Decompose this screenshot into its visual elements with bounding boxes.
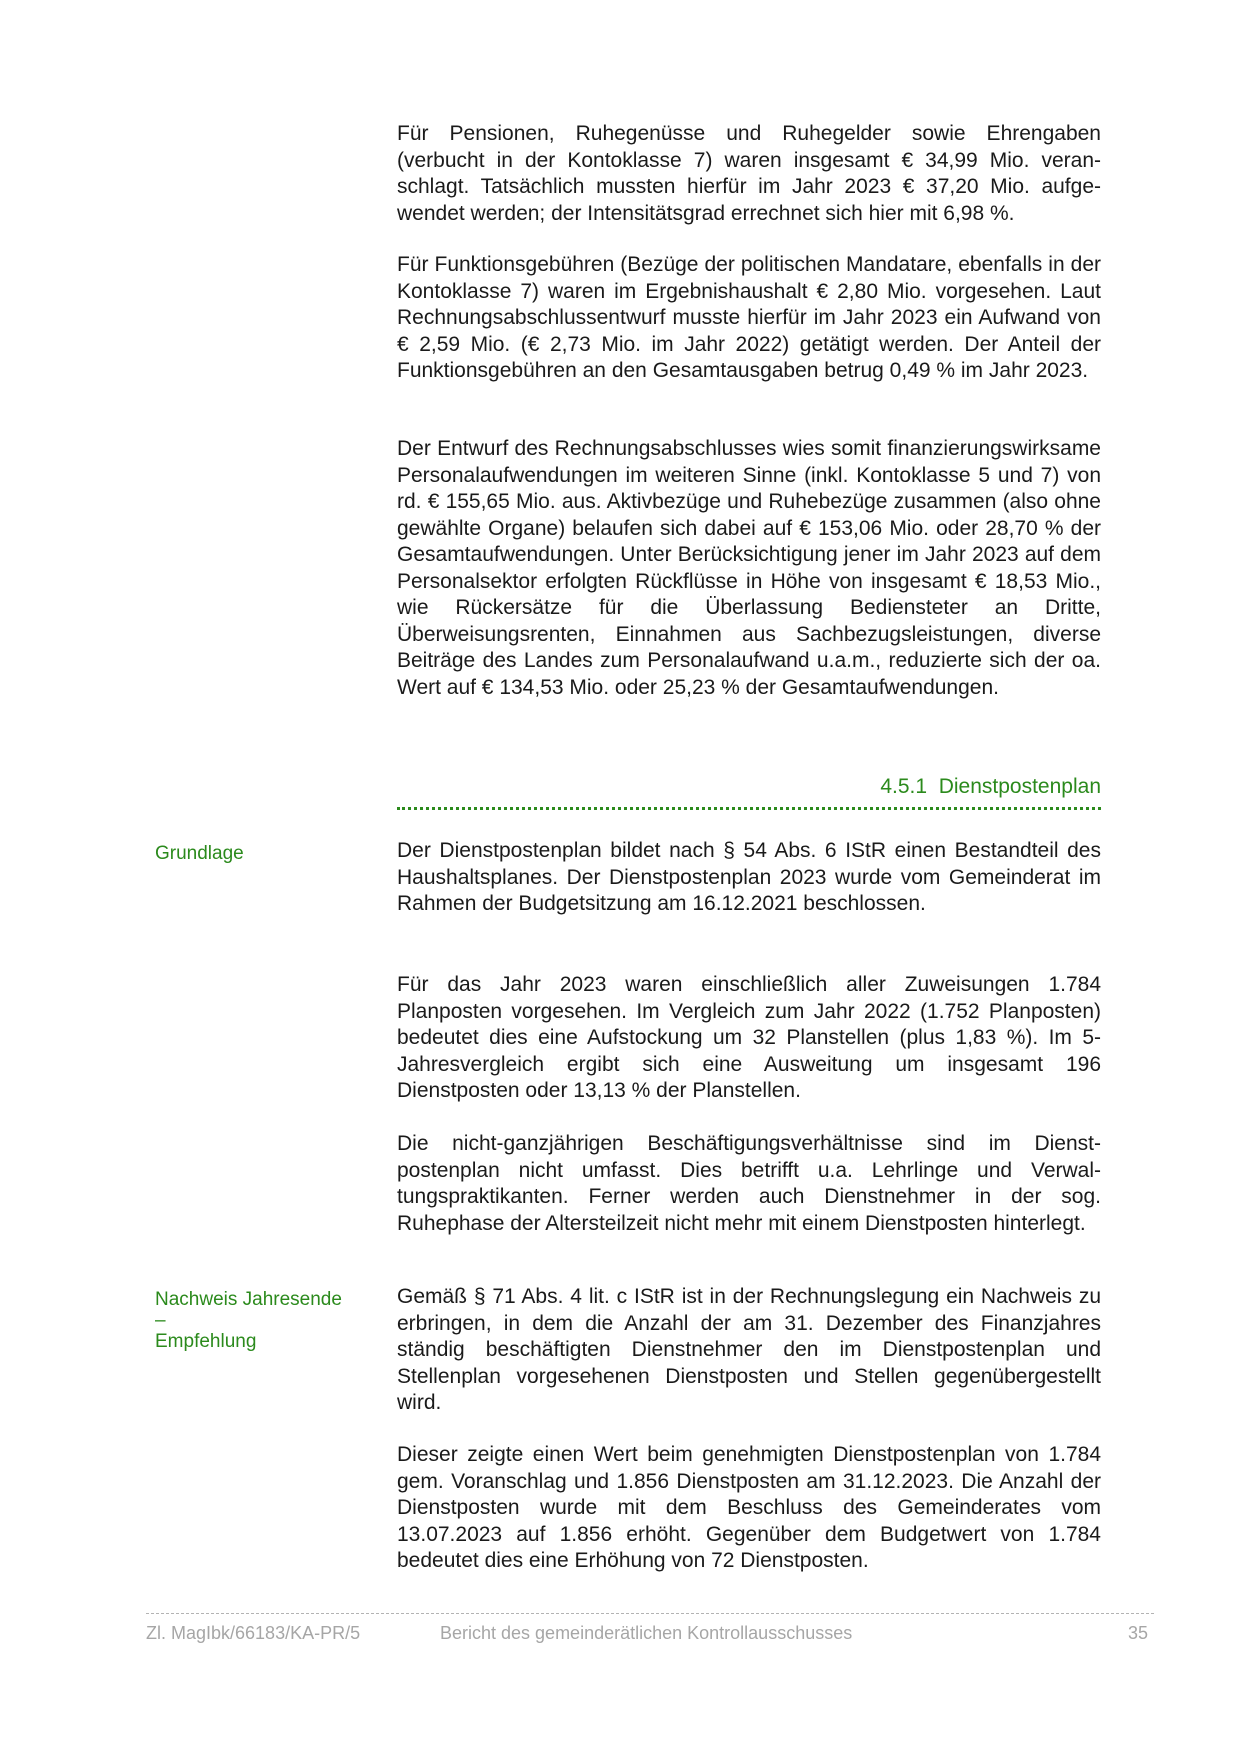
margin-note-nachweis-line2: – (155, 1310, 166, 1331)
section-title: Dienstpostenplan (938, 775, 1101, 798)
section-heading (397, 774, 1101, 800)
paragraph-nicht-ganzjaehrig: Die nicht-ganzjährigen Beschäftigungsverhältnisse sind im Dienstpostenplan nicht umfasst. Dies betrifft u.a. Lehrlinge und Verwaltungspraktikanten. Ferner werden auch Dienstnehmer in der sog. Ruhephase der Altersteilzeit nicht mehr mit einem Dienstposten hinterlegt. (397, 1132, 1101, 1235)
paragraph-nachweis: Gemäß § 71 Abs. 4 lit. c IStR ist in der Rechnungslegung ein Nachweis zu erbringen, in dem die Anzahl der am 31. Dezember des Finanzjahres ständig beschäftigten Dienstnehmer den im Dienstpostenplan und Stellenplan vorgesehenen Dienstposten und Stellen gegenübergestellt wird. (397, 1285, 1101, 1414)
margin-note-nachweis-line1: Nachweis Jahresende (155, 1289, 342, 1310)
section-divider (397, 807, 1101, 810)
page-number: 35 (1127, 1623, 1148, 1643)
footer-divider (146, 1613, 1154, 1614)
footer-title: Bericht des gemeinderätlichen Kontrollausschusses (440, 1623, 853, 1643)
paragraph-planposten: Für das Jahr 2023 waren einschließlich aller Zuweisungen 1.784 Planposten vorgesehen. Im Vergleich zum Jahr 2022 (1.752 Planposten) bedeutet dies eine Aufstockung um 32 Planstellen (plus 1,83 %). Im 5-Jahresvergleich ergibt sich eine Ausweitung um insgesamt 196 Dienstposten oder 13,13 % der Planstellen. (397, 973, 1101, 1102)
footer-reference: Zl. MagIbk/66183/KA-PR/5 (146, 1623, 361, 1643)
margin-note-nachweis (155, 1288, 375, 1354)
paragraph-dienstposten-wert: Dieser zeigte einen Wert beim genehmigten Dienstpostenplan von 1.784 gem. Voranschlag und 1.856 Dienstposten am 31.12.2023. Die Anzahl der Dienstposten wurde mit dem Beschluss des Gemeinderates vom 13.07.2023 auf 1.856 erhöht. Gegenüber dem Budgetwert von 1.784 bedeutet dies eine Erhöhung von 72 Dienstposten. (397, 1443, 1101, 1572)
margin-note-nachweis-line3: Empfehlung (155, 1331, 257, 1352)
margin-note-grundlage: Grundlage (155, 843, 244, 864)
paragraph-funktionsgebuehren: Für Funktionsgebühren (Bezüge der politischen Mandatare, ebenfalls in der Kontoklasse 7) waren im Ergebnishaushalt € 2,80 Mio. vorgesehen. Laut Rechnungsabschlussentwurf musste hierfür im Jahr 2023 ein Aufwand von € 2,59 Mio. (€ 2,73 Mio. im Jahr 2022) getätigt werden. Der Anteil der Funktionsgebühren an den Gesamtausgaben betrug 0,49 % im Jahr 2023. (397, 253, 1101, 382)
paragraph-pensionen: Für Pensionen, Ruhegenüsse und Ruhegelder sowie Ehrengaben (verbucht in der Kontoklasse 7) waren insgesamt € 34,99 Mio. veranschlagt. Tatsächlich mussten hierfür im Jahr 2023 € 37,20 Mio. aufgewendet werden; der Intensitätsgrad errechnet sich hier mit 6,98 %. (397, 122, 1101, 225)
section-number: 4.5.1 (880, 775, 928, 798)
paragraph-personalaufwand-entwurf: Der Entwurf des Rechnungsabschlusses wies somit finanzierungswirksame Personalaufwendungen im weiteren Sinne (inkl. Kontoklasse 5 und 7) von rd. € 155,65 Mio. aus. Aktivbezüge und Ruhebezüge zusammen (also ohne gewählte Organe) belaufen sich dabei auf € 153,06 Mio. oder 28,70 % der Gesamtaufwendungen. Unter Berücksichtigung jener im Jahr 2023 auf dem Personalsektor erfolgten Rückflüsse in Höhe von insgesamt € 18,53 Mio., wie Rückersätze für die Überlassung Bediensteter an Dritte, Überweisungsrenten, Einnahmen aus Sachbezugsleistungen, diverse Beiträge des Landes zum Personalaufwand u.a.m., reduzierte sich der oa. Wert auf € 134,53 Mio. oder 25,23 % der Gesamtaufwendungen. (397, 437, 1101, 699)
paragraph-grundlage: Der Dienstpostenplan bildet nach § 54 Abs. 6 IStR einen Bestandteil des Haushaltsplanes. Der Dienstpostenplan 2023 wurde vom Gemeinderat im Rahmen der Budgetsitzung am 16.12.2021 beschlossen. (397, 839, 1101, 915)
